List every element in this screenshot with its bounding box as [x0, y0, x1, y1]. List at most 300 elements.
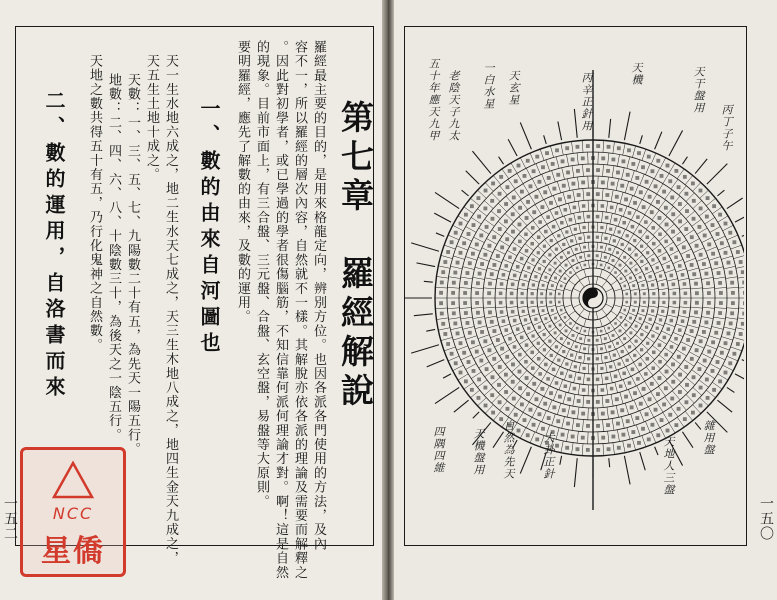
compass-division [542, 411, 547, 422]
annotation-5: 丙辛正針用 [580, 72, 593, 132]
section1-line-5: 天地之數共得五十有五，乃行化鬼神之自然數。 [87, 54, 102, 353]
compass-outer-ray [416, 263, 435, 267]
compass-division [620, 280, 627, 284]
compass-division [605, 344, 607, 353]
compass-glyph [499, 301, 503, 305]
compass-glyph [552, 368, 556, 372]
compass-glyph [524, 274, 527, 277]
compass-glyph [557, 234, 560, 237]
compass-glyph [587, 339, 590, 342]
compass-division [444, 347, 455, 351]
compass-glyph [727, 331, 731, 335]
compass-glyph [483, 386, 487, 390]
compass-glyph [574, 228, 577, 231]
compass-glyph [674, 256, 678, 260]
compass-glyph [656, 327, 659, 330]
compass-division [710, 364, 720, 370]
compass-glyph [628, 345, 631, 348]
compass-division [540, 149, 544, 160]
compass-glyph [596, 400, 600, 404]
compass-glyph [612, 334, 615, 337]
compass-glyph [514, 413, 518, 417]
compass-division [637, 200, 642, 211]
compass-division [538, 289, 547, 290]
compass-division [461, 236, 472, 241]
intro-line-3: 。因此對初學者，或已學過的學者很傷腦筋，不知信靠何派何理論才對。啊！這是自然 [273, 40, 288, 580]
compass-division [582, 444, 583, 456]
compass-glyph [724, 251, 728, 255]
compass-glyph [690, 357, 694, 361]
compass-glyph [717, 271, 721, 275]
compass-division [715, 308, 727, 309]
compass-glyph [631, 368, 635, 372]
compass-division [606, 304, 613, 307]
compass-glyph [664, 206, 668, 210]
compass-outer-ray [742, 233, 744, 236]
compass-glyph [678, 202, 682, 206]
compass-glyph [619, 264, 622, 267]
compass-division [559, 280, 566, 284]
compass-division [644, 271, 653, 275]
compass-glyph [716, 232, 720, 236]
compass-glyph [586, 400, 590, 404]
compass-glyph [739, 332, 743, 336]
compass-glyph [692, 272, 696, 276]
compass-glyph [497, 209, 501, 213]
compass-division [487, 325, 499, 328]
compass-division [605, 244, 607, 253]
compass-division [457, 346, 468, 350]
compass-outer-ray [411, 243, 439, 251]
compass-glyph [521, 292, 524, 295]
compass-division [438, 328, 450, 330]
compass-glyph [741, 270, 744, 274]
compass-glyph [644, 220, 648, 224]
compass-division [701, 317, 713, 319]
compass-glyph [695, 348, 699, 352]
compass-division [628, 354, 633, 362]
compass-division [600, 319, 602, 327]
compass-division [483, 307, 495, 308]
compass-glyph [587, 357, 590, 360]
compass-outer-ray [727, 387, 734, 392]
compass-glyph [483, 253, 487, 257]
compass-division [449, 318, 461, 320]
compass-glyph [459, 341, 463, 345]
compass-glyph [535, 437, 539, 441]
compass-glyph [645, 267, 648, 270]
compass-division [721, 337, 732, 340]
compass-glyph [639, 317, 642, 320]
compass-division [620, 392, 623, 404]
compass-glyph [668, 179, 672, 183]
compass-glyph [540, 205, 544, 209]
compass-glyph [624, 270, 627, 273]
compass-glyph [662, 292, 665, 295]
compass-division [588, 242, 589, 251]
compass-division [584, 233, 585, 243]
compass-glyph [699, 386, 703, 390]
compass-glyph [565, 230, 568, 233]
compass-glyph [608, 327, 611, 330]
compass-glyph [663, 257, 667, 261]
compass-division [562, 337, 567, 345]
compass-division [575, 255, 578, 263]
compass-glyph [522, 283, 525, 286]
compass-glyph [690, 329, 694, 333]
compass-division [447, 287, 459, 288]
compass-glyph [659, 318, 662, 321]
compass-division [610, 213, 612, 224]
compass-glyph [601, 412, 605, 416]
compass-glyph [646, 357, 650, 361]
compass-glyph [634, 301, 637, 304]
compass-glyph [719, 301, 723, 305]
compass-glyph [718, 281, 722, 285]
compass-division [561, 143, 563, 155]
compass-division [627, 157, 630, 169]
compass-division [680, 288, 691, 289]
compass-glyph [441, 270, 445, 274]
compass-glyph [450, 352, 454, 356]
compass-division [479, 362, 489, 368]
compass-division [584, 319, 586, 327]
compass-division [541, 215, 547, 224]
annotation-14: 雜用盤 [702, 420, 715, 456]
compass-division [643, 189, 648, 200]
compass-glyph [607, 447, 611, 451]
compass-glyph [471, 252, 475, 256]
compass-glyph [604, 256, 607, 259]
compass-division [567, 330, 572, 337]
compass-glyph [534, 275, 537, 278]
compass-glyph [549, 391, 553, 395]
compass-glyph [571, 410, 575, 414]
compass-division [611, 311, 617, 316]
compass-outer-ray [499, 157, 504, 164]
compass-division [727, 235, 738, 240]
compass-glyph [532, 382, 536, 386]
compass-glyph [576, 267, 579, 270]
compass-outer-ray [427, 360, 445, 367]
compass-glyph [531, 366, 535, 370]
compass-division [566, 154, 568, 166]
compass-glyph [651, 309, 654, 312]
compass-glyph [670, 397, 674, 401]
compass-glyph [642, 205, 646, 209]
compass-glyph [670, 274, 674, 278]
compass-glyph [545, 151, 549, 155]
compass-glyph [572, 334, 575, 337]
compass-division [496, 307, 507, 308]
compass-division [680, 307, 691, 308]
compass-division [600, 252, 602, 261]
compass-glyph [660, 418, 664, 422]
compass-glyph [651, 258, 654, 261]
compass-glyph [649, 318, 652, 321]
compass-glyph [510, 301, 514, 305]
compass-glyph [690, 263, 694, 267]
compass-division [619, 251, 624, 259]
compass-glyph [518, 370, 522, 374]
compass-glyph [699, 207, 703, 211]
compass-glyph [615, 397, 619, 401]
compass-glyph [546, 377, 550, 381]
compass-glyph [635, 253, 638, 256]
compass-division [561, 358, 565, 367]
compass-division [647, 279, 657, 282]
compass-glyph [600, 264, 603, 267]
compass-division [566, 349, 570, 358]
compass-glyph [732, 240, 736, 244]
compass-glyph [711, 369, 715, 373]
compass-glyph [607, 145, 611, 149]
compass-glyph [459, 371, 463, 375]
compass-division [736, 266, 744, 268]
compass-glyph [638, 230, 642, 234]
annotation-13: 天地人三盤 [662, 436, 675, 496]
section1-line-2: 天五生土地十成之。 [144, 54, 159, 182]
compass-division [457, 246, 468, 250]
compass-glyph [524, 360, 528, 364]
compass-glyph [742, 312, 744, 316]
compass-glyph [638, 363, 642, 367]
compass-division [526, 330, 535, 335]
compass-division [483, 288, 495, 289]
compass-division [640, 262, 648, 267]
compass-division [519, 279, 529, 281]
compass-glyph [646, 342, 649, 345]
compass-glyph [633, 391, 637, 395]
compass-glyph [527, 327, 530, 330]
compass-division [459, 308, 471, 309]
compass-division [665, 323, 675, 327]
compass-division [663, 412, 669, 422]
compass-division [626, 366, 631, 376]
compass-glyph [605, 193, 609, 197]
compass-glyph [629, 317, 632, 320]
compass-division [628, 234, 633, 242]
compass-glyph [524, 233, 528, 237]
compass-division [544, 200, 549, 211]
compass-glyph [619, 329, 622, 332]
compass-glyph [718, 311, 722, 315]
compass-glyph [498, 400, 502, 404]
compass-glyph [564, 384, 568, 388]
compass-outer-ray [472, 151, 490, 173]
compass-glyph [440, 281, 444, 285]
compass-glyph [706, 196, 710, 200]
compass-division [714, 236, 725, 241]
compass-glyph [620, 408, 624, 412]
compass-division [642, 436, 646, 447]
compass-glyph [541, 427, 545, 431]
compass-glyph [537, 357, 541, 361]
compass-division [471, 307, 483, 308]
compass-glyph [613, 239, 616, 242]
compass-division [466, 227, 476, 233]
compass-glyph [651, 169, 655, 173]
compass-division [497, 278, 508, 280]
compass-division [552, 234, 557, 242]
compass-glyph [648, 397, 652, 401]
compass-glyph [692, 393, 696, 397]
compass-division [546, 160, 550, 171]
compass-division [622, 305, 630, 307]
annotation-1: 五十年應天九甲 [427, 58, 440, 142]
compass-glyph [543, 245, 546, 248]
compass-division [634, 185, 638, 196]
stamp-brand-text: 星僑 [41, 534, 105, 569]
compass-glyph [596, 424, 600, 428]
compass-glyph [551, 284, 554, 287]
compass-glyph [491, 411, 495, 415]
compass-glyph [548, 340, 551, 343]
compass-division [619, 337, 624, 345]
annotation-10: 天機盤用 [472, 428, 485, 476]
compass-division [621, 358, 625, 367]
compass-outer-ray [436, 233, 444, 236]
compass-division [709, 336, 720, 340]
compass-glyph [736, 250, 740, 254]
compass-glyph [548, 253, 551, 256]
compass-glyph [464, 311, 468, 315]
compass-glyph [641, 284, 644, 287]
compass-division [669, 163, 675, 173]
compass-glyph [485, 225, 489, 229]
compass-division [466, 364, 476, 370]
compass-glyph [743, 291, 744, 295]
compass-glyph [487, 291, 491, 295]
compass-glyph [560, 337, 563, 340]
compass-glyph [490, 320, 494, 324]
compass-glyph [666, 164, 670, 168]
compass-division [601, 233, 602, 243]
compass-outer-ray [717, 190, 724, 196]
compass-division [584, 335, 586, 344]
compass-glyph [543, 402, 547, 406]
compass-division [584, 269, 586, 277]
compass-division [552, 414, 556, 425]
compass-glyph [635, 416, 639, 420]
compass-glyph [636, 215, 640, 219]
compass-glyph [548, 325, 551, 328]
compass-division [597, 260, 598, 268]
compass-glyph [743, 301, 744, 305]
compass-division [609, 352, 612, 362]
compass-glyph [456, 331, 460, 335]
annotation-3: 一白水星 [482, 62, 495, 110]
compass-division [441, 255, 453, 258]
compass-division [449, 277, 461, 279]
compass-division [702, 353, 713, 358]
compass-division [568, 203, 571, 214]
compass-division [474, 237, 485, 242]
compass-division [567, 406, 570, 418]
compass-glyph [526, 200, 530, 204]
compass-division [731, 245, 742, 249]
compass-division [553, 195, 557, 206]
compass-division [648, 306, 658, 307]
compass-glyph [621, 350, 624, 353]
compass-division [495, 249, 506, 254]
compass-glyph [569, 271, 572, 274]
compass-division [538, 189, 543, 200]
compass-glyph [650, 210, 654, 214]
compass-glyph [526, 433, 530, 437]
compass-glyph [567, 195, 571, 199]
compass-glyph [724, 222, 728, 226]
compass-division [522, 322, 531, 326]
compass-glyph [692, 375, 696, 379]
compass-glyph [572, 259, 575, 262]
compass-glyph [720, 351, 724, 355]
compass-glyph [682, 245, 686, 249]
compass-division [582, 164, 583, 176]
compass-division [617, 430, 619, 442]
compass-glyph [570, 239, 573, 242]
compass-division [651, 330, 660, 335]
compass-glyph [475, 301, 479, 305]
compass-glyph [569, 218, 573, 222]
compass-division [453, 225, 464, 231]
compass-glyph [518, 353, 522, 357]
compass-glyph [546, 215, 550, 219]
compass-outer-ray [462, 190, 469, 196]
compass-glyph [600, 226, 603, 229]
compass-division [676, 269, 686, 272]
compass-division [530, 153, 535, 164]
compass-division [583, 396, 584, 408]
compass-glyph [502, 273, 506, 277]
compass-glyph [707, 242, 711, 246]
compass-outer-ray [520, 447, 531, 474]
compass-glyph [672, 283, 676, 287]
compass-glyph [667, 265, 671, 269]
compass-division [693, 248, 704, 253]
annotation-12: 大卦正針 [542, 432, 555, 480]
compass-glyph [610, 206, 614, 210]
compass-glyph [707, 301, 711, 305]
compass-glyph [498, 192, 502, 196]
compass-division [691, 307, 703, 308]
compass-division [632, 439, 635, 451]
compass-glyph [459, 222, 463, 226]
compass-glyph [677, 237, 681, 241]
compass-division [702, 237, 713, 242]
section2-title: 二、數的運用，自洛書而來 [42, 90, 66, 402]
compass-division [657, 279, 667, 281]
compass-glyph [633, 354, 636, 357]
compass-division [578, 407, 580, 419]
compass-outer-ray [695, 159, 707, 174]
compass-division [727, 356, 738, 361]
compass-outer-ray [466, 171, 479, 184]
compass-division [583, 212, 584, 223]
compass-division [639, 289, 648, 290]
compass-glyph [492, 357, 496, 361]
compass-division [537, 262, 545, 267]
compass-glyph [667, 327, 671, 331]
compass-glyph [488, 282, 492, 286]
compass-division [580, 326, 583, 333]
compass-division [515, 260, 525, 265]
compass-glyph [632, 309, 635, 312]
compass-division [555, 366, 560, 376]
compass-division [526, 168, 531, 179]
compass-glyph [525, 216, 529, 220]
compass-glyph [464, 281, 468, 285]
